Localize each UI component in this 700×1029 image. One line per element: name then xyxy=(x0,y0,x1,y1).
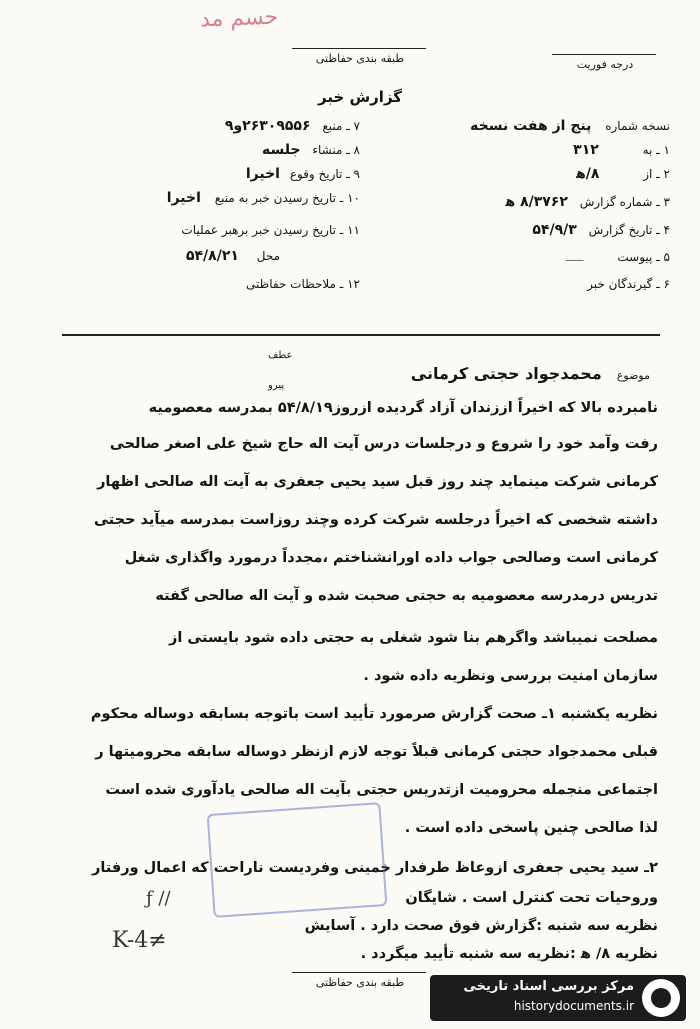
opinion-line: لذا صالحی چنین پاسخی داده است . xyxy=(404,820,658,836)
field-report-number: ۳ ـ شماره گزارش ۸/۳۷۶۲ ﻫ xyxy=(505,194,670,210)
field-news-to-source: ۱۰ ـ تاریخ رسیدن خبر به منبع اخیرا xyxy=(166,190,360,206)
top-stamp: حسم مد xyxy=(199,4,279,33)
watermark xyxy=(430,975,686,1021)
watermark-url: historydocuments.ir xyxy=(513,999,634,1013)
body-line: داشته شخصی که اخیراً درجلسه شرکت کرده وچند روزاست بمدرسه میآید حجتی xyxy=(94,512,658,528)
body-line: نامبرده بالا که اخیراً اززندان آزاد گردیده ازروز۵۴/۸/۱۹ بمدرسه معصومیه xyxy=(148,400,658,416)
opinion-line: اجتماعی منجمله محرومیت ازتدریس حجتی بآیت اله صالحی یادآوری شده است xyxy=(105,782,658,798)
opinion-line: وروحیات تحت کنترل است . شایگان xyxy=(405,890,658,906)
field-from: ۲ ـ از ۸/ﻫ xyxy=(576,166,670,182)
body-line: کرمانی شرکت مینماید چند روز قبل سید یحیی جعفری به آیت اله صالحی اظهار xyxy=(97,474,658,490)
field-copy-number: نسخه شماره پنج از هفت نسخه xyxy=(470,118,670,134)
opinion-line: قبلی محمدجواد حجتی کرمانی قبلاً توجه لازم ازنظر دوساله سابقه محرومیتها ر xyxy=(95,744,658,760)
field-attachment: ۵ ـ پیوست ـــــ xyxy=(565,250,670,264)
archive-logo-icon xyxy=(642,979,680,1017)
body-line: سازمان امنیت بررسی ونظریه داده شود . xyxy=(363,668,658,684)
opinion-line: نظریه سه شنبه :گزارش فوق صحت دارد . آسایش xyxy=(304,918,658,934)
handwritten-mark: K-4≠ xyxy=(112,928,167,953)
watermark-title: مرکز بررسی اسناد تاریخی xyxy=(463,979,634,994)
priority-label: درجه فوریت xyxy=(576,58,634,71)
footer-classification: طبقه بندی حفاظتی xyxy=(315,976,405,989)
opinion-line: ۲ـ سید یحیی جعفری ازوعاظ طرفدار خمینی وفردیست ناراحت که اعمال ورفتار xyxy=(92,860,658,876)
body-line: رفت وآمد خود را شروع و درجلسات درس آیت اله حاج شیخ علی اصغر صالحی xyxy=(109,436,658,452)
field-news-to-operations: ۱۱ ـ تاریخ رسیدن خبر برهبر عملیات xyxy=(181,223,360,237)
body-line: مصلحت نمیباشد واگرهم بنا شود شغلی به حجتی داده شود بایستی از xyxy=(168,630,658,646)
body-line: تدریس درمدرسه معصومیه به حجتی صحبت شده و آیت اله صالحی گفته xyxy=(155,588,658,604)
body-line: کرمانی است وصالحی جواب داده اورانشناختم ،مجدداً درمورد واگذاری شغل xyxy=(124,550,658,566)
field-origin: ۸ ـ منشاء جلسه xyxy=(261,142,360,158)
field-security-notes: ۱۲ ـ ملاحظات حفاظتی xyxy=(246,277,360,291)
opinion-line: نظریه یکشنبه ۱ـ صحت گزارش صرمورد تأیید است باتوجه بسابقه دوساله محکوم xyxy=(90,706,658,722)
priority-rule xyxy=(552,54,656,55)
subject-note-1: عطف xyxy=(268,350,293,361)
opinion-line: نظریه ۸/ ﻫ :نظریه سه شنبه تأیید میگردد . xyxy=(360,946,658,962)
field-report-date: ۴ ـ تاریخ گزارش ۵۴/۹/۳ xyxy=(532,222,670,238)
document-title: گزارش خبر xyxy=(317,88,403,106)
field-occurrence-date: ۹ ـ تاریخ وقوع اخیرا xyxy=(245,166,360,182)
separator-line xyxy=(62,334,660,336)
field-recipients: ۶ ـ گیرندگان خبر xyxy=(587,277,670,291)
classification-rule xyxy=(292,48,426,49)
field-place: محل ۵۴/۸/۲۱ xyxy=(185,248,280,264)
field-to: ۱ ـ به ۳۱۲ xyxy=(573,142,670,158)
footer-rule xyxy=(292,972,426,973)
handwritten-mark: ƒ ∕∕ xyxy=(146,888,171,909)
subject-note-2: پیرو xyxy=(268,380,285,391)
classification-label: طبقه بندی حفاظتی xyxy=(315,52,405,65)
field-source: ۷ ـ منبع ۲۶۳۰۹۵۵۶و۹ xyxy=(224,118,360,134)
subject-line: موضوع محمدجواد حجتی کرمانی xyxy=(410,364,650,383)
blue-stamp xyxy=(207,802,388,918)
